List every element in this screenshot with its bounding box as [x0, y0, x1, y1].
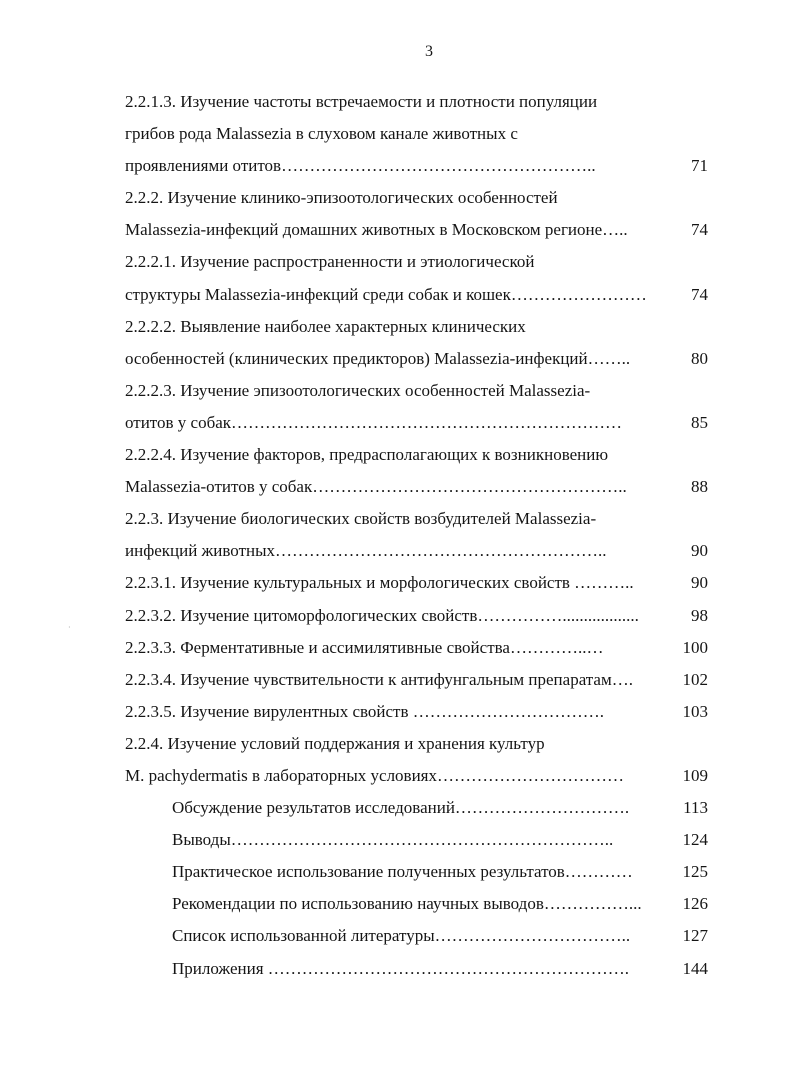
- toc-entry-text: Практическое использование полученных результатов…………: [172, 862, 633, 882]
- toc-entry-text: проявлениями отитов………………………………………………..: [125, 156, 596, 176]
- toc-entry-page-number: 102: [682, 669, 708, 689]
- toc-entry-text: 2.2.3.4. Изучение чувствительности к антифунгальным препаратам….: [125, 669, 633, 689]
- toc-entry-text: Список использованной литературы……………………………..: [172, 926, 631, 946]
- toc-entry-text: 2.2.4. Изучение условий поддержания и хранения культур: [125, 733, 545, 753]
- toc-entry-page-number: 74: [691, 220, 708, 240]
- toc-entry-page-number: 80: [691, 348, 708, 368]
- toc-entry-text: особенностей (клинических предикторов) Malassezia-инфекций……..: [125, 348, 631, 368]
- stray-mark: ·: [68, 623, 71, 632]
- toc-entry-text: 2.2.2.1. Изучение распространенности и этиологической: [125, 252, 535, 272]
- toc-entry: [125, 766, 715, 798]
- toc-entry: [125, 798, 715, 830]
- toc-entry: [125, 638, 715, 670]
- toc-entry: [125, 381, 715, 413]
- toc-entry-text: Malassezia-инфекций домашних животных в Московском регионе…..: [125, 220, 628, 240]
- toc-entry-page-number: 90: [691, 541, 708, 561]
- page-number: 3: [425, 43, 433, 60]
- toc-entry: [125, 285, 715, 317]
- toc-entry-text: структуры Malassezia-инфекций среди собак и кошек……………………: [125, 284, 647, 304]
- toc-entry-text: M. pachydermatis в лабораторных условиях……………………………: [125, 765, 625, 785]
- toc-entry-text: 2.2.2.4. Изучение факторов, предрасполагающих к возникновению: [125, 445, 609, 465]
- toc-entry: [125, 477, 715, 509]
- toc-entry-text: 2.2.3.5. Изучение вирулентных свойств …………………………….: [125, 701, 605, 721]
- toc-entry: [125, 156, 715, 188]
- toc-entry-page-number: 71: [691, 156, 708, 176]
- toc-entry: [125, 92, 715, 124]
- toc-entry: [125, 509, 715, 541]
- toc-entry-text: Рекомендации по использованию научных выводов……………...: [172, 894, 642, 914]
- toc-entry-page-number: 90: [691, 573, 708, 593]
- toc-entry-text: 2.2.2. Изучение клинико-эпизоотологических особенностей: [125, 188, 558, 208]
- toc-entry-text: 2.2.1.3. Изучение частоты встречаемости и плотности популяции: [125, 92, 598, 111]
- toc-entry-page-number: 103: [682, 701, 708, 721]
- toc-entry-text: отитов у собак……………………………………………………………: [125, 412, 623, 432]
- toc-entry: [125, 541, 715, 573]
- table-of-contents: [125, 92, 715, 991]
- toc-entry: [125, 830, 715, 862]
- toc-entry-page-number: 100: [682, 637, 708, 657]
- toc-entry-text: инфекций животных…………………………………………………..: [125, 541, 607, 561]
- toc-entry: [125, 862, 715, 894]
- toc-entry-text: 2.2.3. Изучение биологических свойств возбудителей Malassezia-: [125, 509, 597, 529]
- toc-entry-text: Обсуждение результатов исследований………………………….: [172, 798, 630, 818]
- toc-entry: [125, 220, 715, 252]
- toc-entry: [125, 252, 715, 284]
- toc-entry-page-number: 88: [691, 477, 708, 497]
- toc-entry-page-number: 98: [691, 605, 708, 625]
- toc-entry: [125, 349, 715, 381]
- toc-entry-text: 2.2.2.2. Выявление наиболее характерных клинических: [125, 316, 526, 336]
- toc-entry-page-number: 125: [682, 862, 708, 882]
- toc-entry: [125, 894, 715, 926]
- toc-entry-page-number: 109: [682, 765, 708, 785]
- toc-entry: [125, 573, 715, 605]
- toc-entry: [125, 188, 715, 220]
- toc-entry: [125, 926, 715, 958]
- toc-entry-text: Malassezia-отитов у собак………………………………………………..: [125, 477, 627, 497]
- toc-entry-page-number: 124: [682, 830, 708, 850]
- toc-entry: [125, 702, 715, 734]
- toc-entry-page-number: 74: [691, 284, 708, 304]
- toc-entry-text: 2.2.3.2. Изучение цитоморфологических свойств……………..................: [125, 605, 639, 625]
- toc-entry-page-number: 126: [682, 894, 708, 914]
- toc-entry-page-number: 113: [683, 798, 708, 818]
- toc-entry: [125, 606, 715, 638]
- toc-entry-page-number: 85: [691, 412, 708, 432]
- toc-entry-text: 2.2.3.1. Изучение культуральных и морфологических свойств ………..: [125, 573, 634, 593]
- toc-entry: [125, 959, 715, 991]
- toc-entry-text: 2.2.2.3. Изучение эпизоотологических особенностей Malassezia-: [125, 380, 591, 400]
- toc-entry: [125, 124, 715, 156]
- toc-entry: [125, 445, 715, 477]
- toc-entry: [125, 413, 715, 445]
- toc-entry: [125, 670, 715, 702]
- toc-entry-page-number: 127: [682, 926, 708, 946]
- toc-entry-text: Приложения ……………………………………………………….: [172, 958, 630, 978]
- toc-entry: [125, 734, 715, 766]
- toc-entry-text: Выводы…………………………………………………………..: [172, 830, 614, 850]
- toc-entry-text: 2.2.3.3. Ферментативные и ассимилятивные свойства…………..…: [125, 637, 604, 657]
- toc-entry-page-number: 144: [682, 958, 708, 978]
- toc-entry-text: грибов рода Malassezia в слуховом канале животных с: [125, 124, 518, 144]
- toc-entry: [125, 317, 715, 349]
